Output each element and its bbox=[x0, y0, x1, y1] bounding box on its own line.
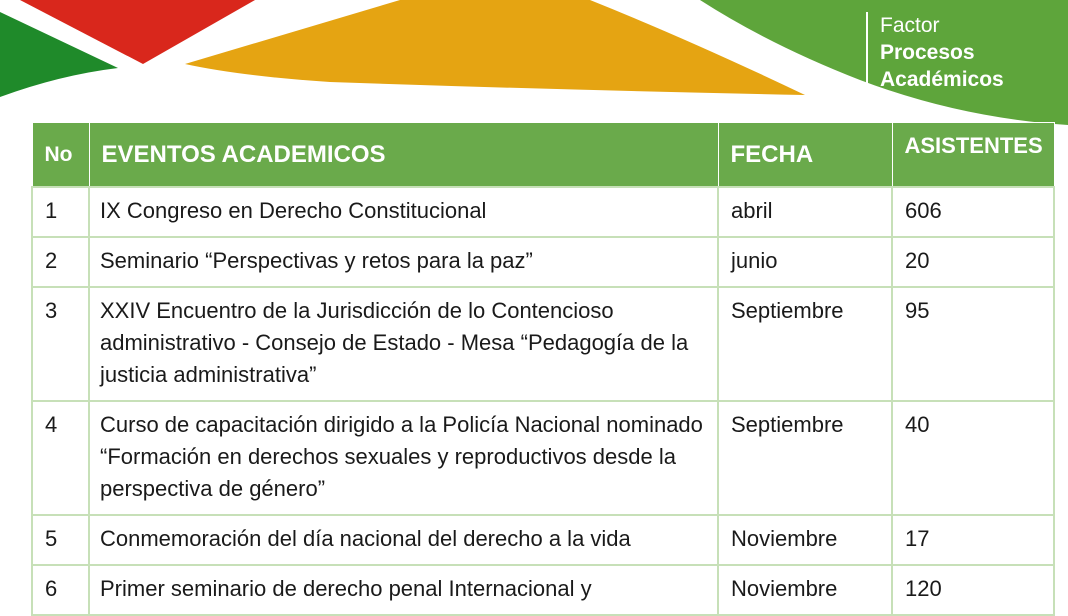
cell-no: 4 bbox=[32, 401, 89, 515]
table-row bbox=[32, 515, 1054, 565]
cell-asistentes: 606 bbox=[892, 187, 1054, 237]
header-asistentes: ASISTENTES bbox=[892, 123, 1054, 188]
table-row bbox=[32, 565, 1054, 615]
cell-evento: Curso de capacitación dirigido a la Policía Nacional nominado “Formación en derechos sexuales y reproductivos desde la perspectiva de género” bbox=[89, 401, 718, 515]
cell-no: 6 bbox=[32, 565, 89, 615]
cell-evento: Conmemoración del día nacional del derecho a la vida bbox=[89, 515, 718, 565]
orange-shape bbox=[185, 0, 805, 95]
cell-asistentes: 17 bbox=[892, 515, 1054, 565]
cell-fecha: Noviembre bbox=[718, 515, 892, 565]
cell-asistentes: 120 bbox=[892, 565, 1054, 615]
cell-fecha: Septiembre bbox=[718, 287, 892, 401]
cell-fecha: Septiembre bbox=[718, 401, 892, 515]
cell-asistentes: 95 bbox=[892, 287, 1054, 401]
cell-asistentes: 20 bbox=[892, 237, 1054, 287]
table-row bbox=[32, 287, 1054, 401]
cell-evento: IX Congreso en Derecho Constitucional bbox=[89, 187, 718, 237]
cell-asistentes: 40 bbox=[892, 401, 1054, 515]
table-header-row bbox=[32, 123, 1054, 188]
cell-fecha: Noviembre bbox=[718, 565, 892, 615]
cell-no: 3 bbox=[32, 287, 89, 401]
brand-line-factor: Factor bbox=[880, 14, 940, 37]
cell-fecha: abril bbox=[718, 187, 892, 237]
cell-fecha: junio bbox=[718, 237, 892, 287]
header-eventos: EVENTOS ACADEMICOS bbox=[89, 123, 718, 188]
cell-evento: Primer seminario de derecho penal Internacional y bbox=[89, 565, 718, 615]
header-no: No bbox=[32, 123, 89, 188]
cell-evento: Seminario “Perspectivas y retos para la paz” bbox=[89, 237, 718, 287]
cell-no: 2 bbox=[32, 237, 89, 287]
header-fecha: FECHA bbox=[718, 123, 892, 188]
table-row bbox=[32, 401, 1054, 515]
cell-no: 1 bbox=[32, 187, 89, 237]
table-row bbox=[32, 237, 1054, 287]
cell-no: 5 bbox=[32, 515, 89, 565]
brand-line-academicos: Académicos bbox=[880, 68, 1004, 91]
table-row bbox=[32, 187, 1054, 237]
brand-line-procesos: Procesos bbox=[880, 41, 975, 64]
cell-evento: XXIV Encuentro de la Jurisdicción de lo Contencioso administrativo - Consejo de Estado - Mesa “Pedagogía de la justicia administrativa” bbox=[89, 287, 718, 401]
factor-brand-label bbox=[866, 12, 1004, 96]
events-table bbox=[31, 122, 1055, 616]
